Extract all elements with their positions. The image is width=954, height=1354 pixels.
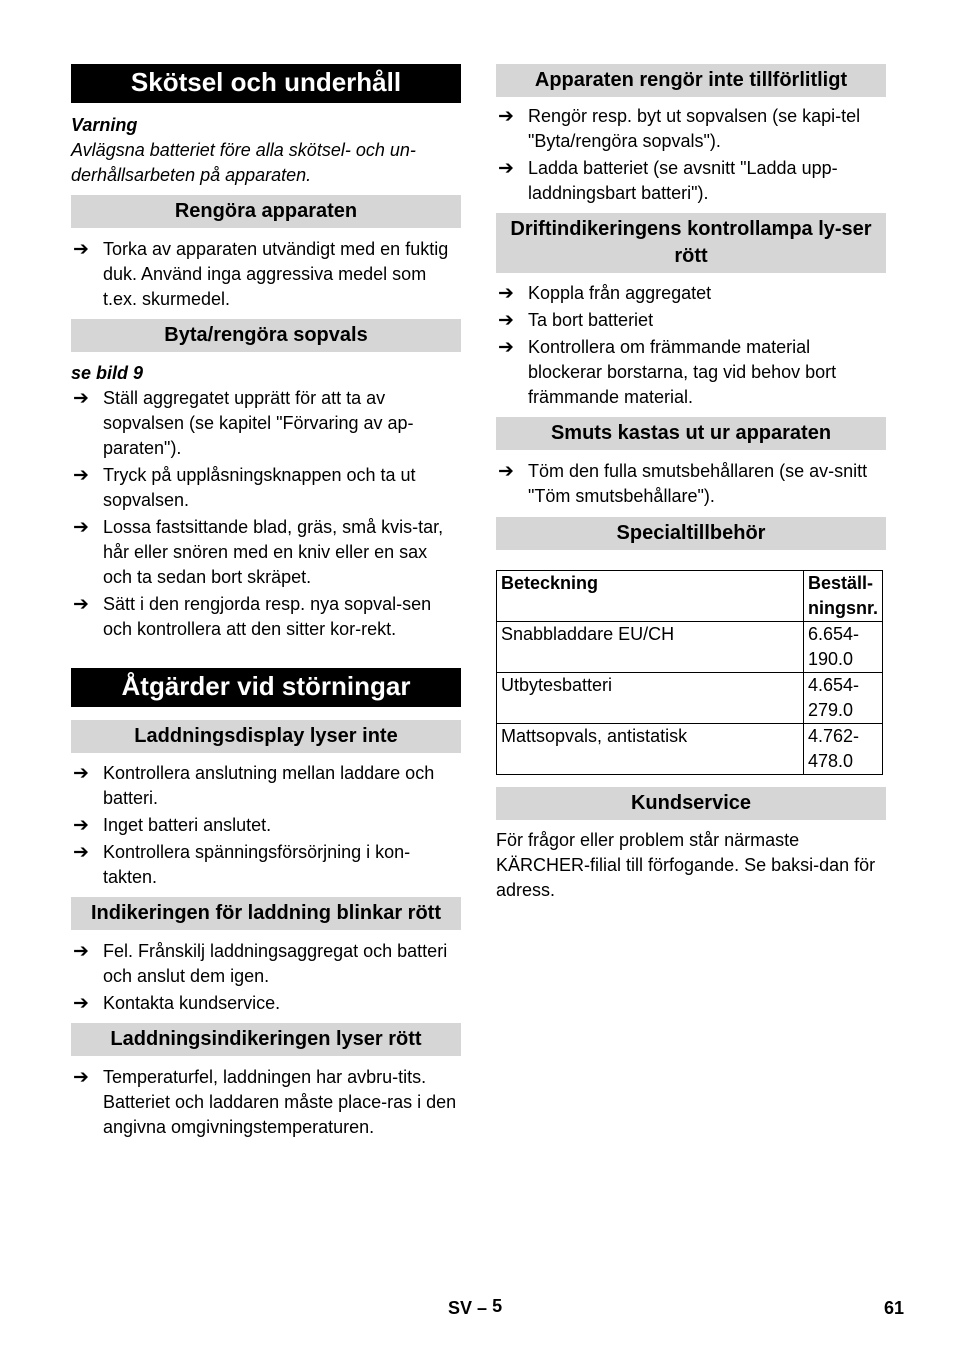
heading-roll: Byta/rengöra sopvals bbox=[71, 319, 461, 352]
arrow-right-icon: ➔ bbox=[73, 1066, 89, 1088]
footer-language: SV – 5 bbox=[448, 1296, 503, 1318]
list-item: ➔ Koppla från aggregatet bbox=[498, 282, 712, 304]
list-unreliable bbox=[496, 104, 886, 206]
heading-clean: Rengöra apparaten bbox=[71, 195, 461, 228]
heading-red: Laddningsindikeringen lyser rött bbox=[71, 1023, 461, 1056]
section-title-faults: Åtgärder vid störningar bbox=[71, 668, 461, 707]
heading-unreliable: Apparaten rengör inte tillförlitligt bbox=[496, 64, 886, 97]
list-item: ➔ Tryck på upplåsningsknappen och ta ut sopvalsen. bbox=[73, 464, 416, 510]
list-dirt bbox=[496, 459, 886, 509]
arrow-right-icon: ➔ bbox=[73, 841, 89, 863]
arrow-right-icon: ➔ bbox=[498, 105, 514, 127]
table-header-row bbox=[497, 571, 883, 622]
list-blink bbox=[71, 939, 461, 1016]
list-item: ➔ Lossa fastsittande blad, gräs, små kvis-tar, hår eller snören med en kniv eller en sax och ta sedan bort skräpet. bbox=[73, 516, 444, 587]
arrow-right-icon: ➔ bbox=[498, 309, 514, 331]
list-red bbox=[71, 1065, 461, 1140]
arrow-right-icon: ➔ bbox=[73, 940, 89, 962]
table-cell: 4.654-279.0 bbox=[804, 673, 883, 724]
arrow-right-icon: ➔ bbox=[498, 282, 514, 304]
list-item: ➔ Kontrollera spänningsförsörjning i kon-takten. bbox=[73, 841, 411, 887]
table-cell: Utbytesbatteri bbox=[497, 673, 804, 724]
list-item: ➔ Torka av apparaten utvändigt med en fuktig duk. Använd inga aggressiva medel som t.ex. skurmedel. bbox=[73, 238, 449, 309]
right-column bbox=[496, 64, 886, 903]
arrow-right-icon: ➔ bbox=[498, 460, 514, 482]
list-display bbox=[71, 761, 461, 890]
table-row bbox=[497, 724, 883, 775]
column-header: Beteckning bbox=[497, 571, 804, 622]
arrow-right-icon: ➔ bbox=[73, 593, 89, 615]
heading-service: Kundservice bbox=[496, 787, 886, 820]
heading-dirt: Smuts kastas ut ur apparaten bbox=[496, 417, 886, 450]
arrow-right-icon: ➔ bbox=[73, 516, 89, 538]
heading-blink: Indikeringen för laddning blinkar rött bbox=[71, 897, 461, 930]
list-roll bbox=[71, 386, 461, 642]
list-clean bbox=[71, 237, 461, 312]
table-cell: 4.762-478.0 bbox=[804, 724, 883, 775]
table-cell: 6.654-190.0 bbox=[804, 622, 883, 673]
list-item: ➔ Sätt i den rengjorda resp. nya sopval-sen och kontrollera att den sitter kor-rekt. bbox=[73, 593, 432, 639]
warning-text: Avlägsna batteriet före alla skötsel- och un-derhållsarbeten på apparaten. bbox=[71, 140, 416, 185]
accessories-table bbox=[496, 570, 883, 775]
table-cell: Mattsopvals, antistatisk bbox=[497, 724, 804, 775]
list-item: ➔ Töm den fulla smutsbehållaren (se av-snitt "Töm smutsbehållare"). bbox=[498, 460, 868, 506]
list-item: ➔ Ställ aggregatet upprätt för att ta av sopvalsen (se kapitel "Förvaring av ap-paraten"). bbox=[73, 387, 414, 458]
section-title-care: Skötsel och underhåll bbox=[71, 64, 461, 103]
list-item: ➔ Temperaturfel, laddningen har avbru-tits. Batteriet och laddaren måste place-ras i den angivna omgivningstemperaturen. bbox=[73, 1066, 457, 1137]
list-item: ➔ Kontakta kundservice. bbox=[73, 992, 281, 1014]
list-item: ➔ Kontrollera om främmande material blockerar borstarna, tag vid behov bort främmande material. bbox=[498, 336, 837, 407]
service-text: För frågor eller problem står närmaste KÄRCHER-filial till förfogande. Se baksi-dan för adress. bbox=[496, 830, 876, 900]
arrow-right-icon: ➔ bbox=[73, 762, 89, 784]
list-item: ➔ Rengör resp. byt ut sopvalsen (se kapi-tel "Byta/rengöra sopvals"). bbox=[498, 105, 861, 151]
column-header: Beställ-ningsnr. bbox=[804, 571, 883, 622]
arrow-right-icon: ➔ bbox=[498, 336, 514, 358]
table-row bbox=[497, 673, 883, 724]
heading-accessories: Specialtillbehör bbox=[496, 517, 886, 550]
warning-label: Varning bbox=[71, 115, 138, 135]
see-image-ref: se bild 9 bbox=[71, 363, 144, 383]
list-item: ➔ Inget batteri anslutet. bbox=[73, 814, 272, 836]
arrow-right-icon: ➔ bbox=[73, 992, 89, 1014]
list-item: ➔ Fel. Frånskilj laddningsaggregat och batteri och anslut dem igen. bbox=[73, 940, 448, 986]
list-item: ➔ Ladda batteriet (se avsnitt "Ladda upp-laddningsbart batteri"). bbox=[498, 157, 838, 203]
table-cell: Snabbladdare EU/CH bbox=[497, 622, 804, 673]
arrow-right-icon: ➔ bbox=[73, 814, 89, 836]
list-item: ➔ Kontrollera anslutning mellan laddare och batteri. bbox=[73, 762, 435, 808]
arrow-right-icon: ➔ bbox=[73, 464, 89, 486]
list-item: ➔ Ta bort batteriet bbox=[498, 309, 654, 331]
heading-display: Laddningsdisplay lyser inte bbox=[71, 720, 461, 753]
page-number: 61 bbox=[884, 1298, 905, 1318]
arrow-right-icon: ➔ bbox=[498, 157, 514, 179]
list-oplamp bbox=[496, 281, 886, 410]
arrow-right-icon: ➔ bbox=[73, 387, 89, 409]
heading-oplamp: Driftindikeringens kontrollampa ly-ser rött bbox=[496, 213, 886, 273]
left-column bbox=[71, 64, 461, 1142]
table-row bbox=[497, 622, 883, 673]
arrow-right-icon: ➔ bbox=[73, 238, 89, 260]
